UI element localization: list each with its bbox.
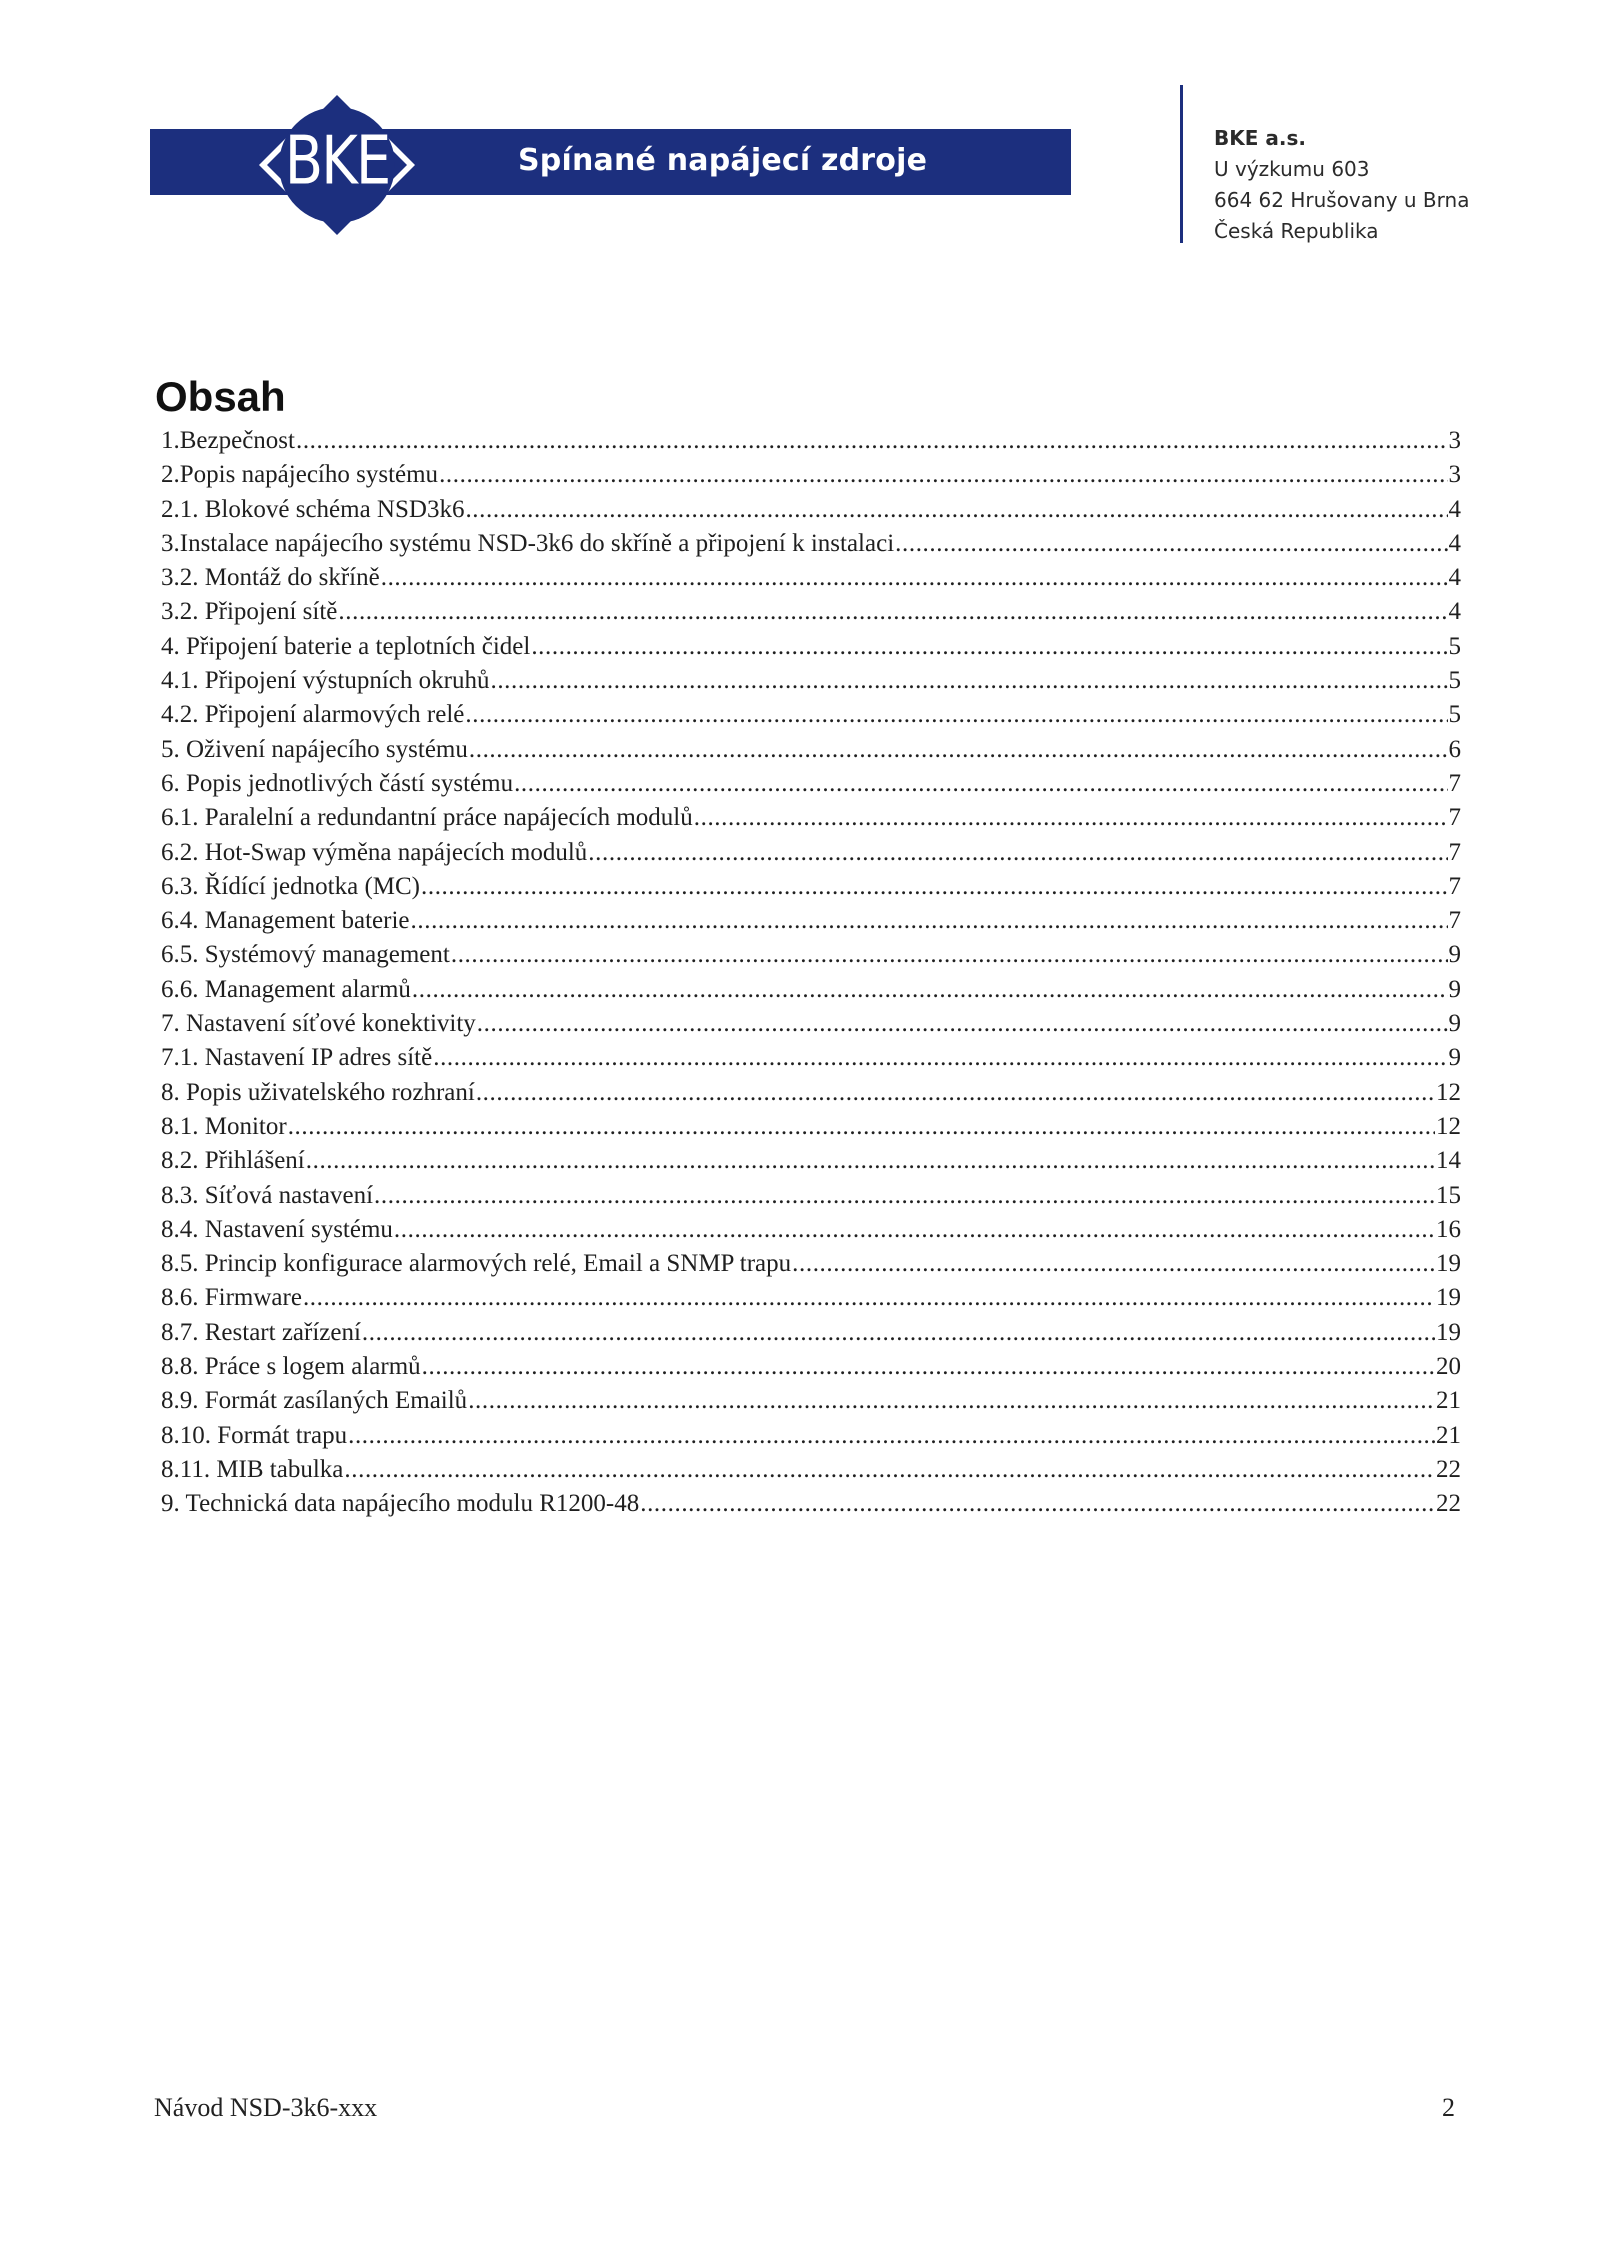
toc-leader-dots	[344, 1453, 1435, 1487]
toc-entry-page: 5	[1448, 632, 1461, 660]
logo-text: BKE	[284, 122, 390, 201]
toc-leader-dots	[303, 1281, 1435, 1315]
toc-leader-dots	[439, 458, 1447, 492]
toc-entry-page: 4	[1448, 564, 1461, 592]
toc-entry-page: 16	[1436, 1215, 1461, 1243]
toc-leader-dots	[381, 561, 1448, 595]
toc-entry[interactable]	[161, 1110, 1461, 1144]
toc-entry-page: 9	[1448, 1010, 1461, 1038]
banner-title: Spínané napájecí zdroje	[518, 143, 928, 178]
toc-leader-dots	[296, 424, 1448, 458]
toc-entry[interactable]	[161, 801, 1461, 835]
footer-page-number: 2	[1442, 2093, 1455, 2122]
toc-entry-label: 4.2. Připojení alarmových relé	[161, 701, 465, 729]
toc-entry-page: 15	[1436, 1181, 1461, 1209]
toc-entry-label: 8.7. Restart zařízení	[161, 1318, 361, 1346]
toc-entry-page: 7	[1448, 872, 1461, 900]
toc-entry[interactable]	[161, 1076, 1461, 1110]
toc-entry[interactable]	[161, 1247, 1461, 1281]
toc-entry[interactable]	[161, 1041, 1461, 1075]
company-name: BKE a.s.	[1214, 126, 1306, 150]
toc-entry-page: 3	[1448, 461, 1461, 489]
toc-leader-dots	[477, 1007, 1448, 1041]
toc-entry-label: 8.2. Přihlášení	[161, 1147, 305, 1175]
toc-entry[interactable]	[161, 973, 1461, 1007]
toc-entry[interactable]	[161, 493, 1461, 527]
toc-entry-page: 3	[1448, 427, 1461, 454]
toc-leader-dots	[531, 630, 1447, 664]
toc-entry-page: 9	[1448, 1044, 1461, 1072]
toc-entry[interactable]	[161, 595, 1461, 629]
toc-entry-page: 4	[1448, 495, 1461, 523]
toc-entry-page: 22	[1436, 1455, 1461, 1483]
toc-entry[interactable]	[161, 938, 1461, 972]
toc-leader-dots	[465, 698, 1447, 732]
toc-entry[interactable]	[161, 836, 1461, 870]
toc-entry-page: 7	[1448, 804, 1461, 832]
toc-entry-label: 8.5. Princip konfigurace alarmových relé, Email a SNMP trapu	[161, 1250, 792, 1278]
toc-entry[interactable]	[161, 561, 1461, 595]
toc-entry[interactable]	[161, 458, 1461, 492]
company-street: U výzkumu 603	[1214, 157, 1370, 181]
toc-entry-label: 8.10. Formát trapu	[161, 1421, 348, 1449]
toc-entry-page: 12	[1436, 1112, 1461, 1140]
toc-entry-label: 3.2. Montáž do skříně	[161, 564, 380, 592]
toc-entry-label: 6.3. Řídící jednotka (MC)	[161, 872, 420, 900]
toc-entry-page: 9	[1448, 975, 1461, 1003]
toc-entry[interactable]	[161, 1487, 1461, 1521]
toc-leader-dots	[451, 938, 1448, 972]
toc-list	[161, 424, 1461, 1522]
toc-entry-page: 6	[1448, 735, 1461, 763]
toc-entry-label: 6.4. Management baterie	[161, 907, 410, 935]
toc-leader-dots	[490, 664, 1447, 698]
toc-entry-label: 6.1. Paralelní a redundantní práce napájecích modulů	[161, 804, 693, 832]
toc-entry-label: 5. Oživení napájecího systému	[161, 735, 468, 763]
toc-leader-dots	[374, 1179, 1435, 1213]
company-address	[1214, 123, 1469, 247]
toc-entry-label: 8.3. Síťová nastavení	[161, 1181, 374, 1209]
toc-entry[interactable]	[161, 1179, 1461, 1213]
toc-entry-label: 6. Popis jednotlivých částí systému	[161, 769, 514, 797]
toc-entry[interactable]	[161, 1144, 1461, 1178]
toc-entry-label: 3.Instalace napájecího systému NSD-3k6 do skříně a připojení k instalaci	[161, 529, 895, 557]
toc-entry-label: 7.1. Nastavení IP adres sítě	[161, 1044, 433, 1072]
toc-entry[interactable]	[161, 1384, 1461, 1418]
toc-leader-dots	[640, 1487, 1435, 1521]
toc-entry-label: 8.6. Firmware	[161, 1284, 302, 1312]
toc-entry-page: 19	[1436, 1318, 1461, 1346]
toc-entry[interactable]	[161, 733, 1461, 767]
toc-entry-label: 2.1. Blokové schéma NSD3k6	[161, 495, 465, 523]
toc-leader-dots	[288, 1110, 1435, 1144]
toc-entry[interactable]	[161, 698, 1461, 732]
toc-entry-page: 7	[1448, 838, 1461, 866]
toc-entry-page: 20	[1436, 1353, 1461, 1381]
toc-entry-page: 22	[1436, 1490, 1461, 1518]
toc-leader-dots	[433, 1041, 1447, 1075]
toc-leader-dots	[465, 493, 1447, 527]
company-city: 664 62 Hrušovany u Brna	[1214, 188, 1470, 212]
toc-entry[interactable]	[161, 1281, 1461, 1315]
toc-entry-label: 4. Připojení baterie a teplotních čidel	[161, 632, 531, 660]
toc-entry-label: 2.Popis napájecího systému	[161, 461, 439, 489]
toc-entry-label: 6.2. Hot-Swap výměna napájecích modulů	[161, 838, 588, 866]
toc-leader-dots	[394, 1213, 1435, 1247]
toc-leader-dots	[895, 527, 1447, 561]
toc-leader-dots	[694, 801, 1448, 835]
toc-entry-label: 9. Technická data napájecího modulu R1200-48	[161, 1490, 640, 1518]
toc-entry[interactable]	[161, 904, 1461, 938]
toc-leader-dots	[468, 1384, 1435, 1418]
toc-entry-page: 5	[1448, 667, 1461, 695]
toc-entry[interactable]	[161, 630, 1461, 664]
toc-entry-label: 6.5. Systémový management	[161, 941, 450, 969]
toc-entry-page: 14	[1436, 1147, 1461, 1175]
toc-entry-label: 3.2. Připojení sítě	[161, 598, 338, 626]
toc-entry-page: 7	[1448, 907, 1461, 935]
footer-doc-name: Návod NSD-3k6-xxx	[154, 2093, 378, 2122]
toc-leader-dots	[469, 733, 1448, 767]
toc-leader-dots	[422, 1350, 1435, 1384]
toc-leader-dots	[421, 870, 1448, 904]
toc-entry[interactable]	[161, 1316, 1461, 1350]
toc-entry-page: 5	[1448, 701, 1461, 729]
toc-entry-label: 1.Bezpečnost	[161, 427, 295, 454]
toc-entry-page: 21	[1436, 1387, 1461, 1415]
toc-entry-page: 9	[1448, 941, 1461, 969]
toc-entry[interactable]	[161, 424, 1461, 458]
toc-entry-page: 4	[1448, 529, 1461, 557]
toc-entry-label: 7. Nastavení síťové konektivity	[161, 1010, 476, 1038]
toc-entry-label: 6.6. Management alarmů	[161, 975, 411, 1003]
toc-leader-dots	[411, 904, 1448, 938]
toc-entry[interactable]	[161, 664, 1461, 698]
toc-entry[interactable]	[161, 1350, 1461, 1384]
toc-leader-dots	[588, 836, 1447, 870]
toc-entry-page: 12	[1436, 1078, 1461, 1106]
toc-entry-page: 19	[1436, 1250, 1461, 1278]
toc-entry-page: 4	[1448, 598, 1461, 626]
header-divider	[1180, 85, 1183, 243]
toc-leader-dots	[306, 1144, 1435, 1178]
toc-entry[interactable]	[161, 870, 1461, 904]
toc-title: Obsah	[155, 373, 286, 420]
toc-entry-page: 21	[1436, 1421, 1461, 1449]
toc-entry-label: 8.8. Práce s logem alarmů	[161, 1353, 421, 1381]
toc-entry[interactable]	[161, 1419, 1461, 1453]
company-country: Česká Republika	[1214, 219, 1379, 243]
toc-entry-page: 7	[1448, 769, 1461, 797]
toc-entry-page: 19	[1436, 1284, 1461, 1312]
toc-leader-dots	[348, 1419, 1435, 1453]
toc-entry-label: 4.1. Připojení výstupních okruhů	[161, 667, 490, 695]
toc-entry-label: 8.11. MIB tabulka	[161, 1455, 344, 1483]
toc-leader-dots	[338, 595, 1447, 629]
toc-leader-dots	[792, 1247, 1435, 1281]
toc-entry[interactable]	[161, 527, 1461, 561]
toc-leader-dots	[412, 973, 1448, 1007]
toc-entry-label: 8.1. Monitor	[161, 1112, 287, 1140]
toc-entry-label: 8. Popis uživatelského rozhraní	[161, 1078, 475, 1106]
toc-entry[interactable]	[161, 1007, 1461, 1041]
toc-entry[interactable]	[161, 1453, 1461, 1487]
toc-entry-label: 8.4. Nastavení systému	[161, 1215, 393, 1243]
toc-entry[interactable]	[161, 767, 1461, 801]
toc-leader-dots	[476, 1076, 1435, 1110]
toc-leader-dots	[362, 1316, 1435, 1350]
toc-leader-dots	[514, 767, 1447, 801]
toc-entry[interactable]	[161, 1213, 1461, 1247]
toc-entry-label: 8.9. Formát zasílaných Emailů	[161, 1387, 468, 1415]
